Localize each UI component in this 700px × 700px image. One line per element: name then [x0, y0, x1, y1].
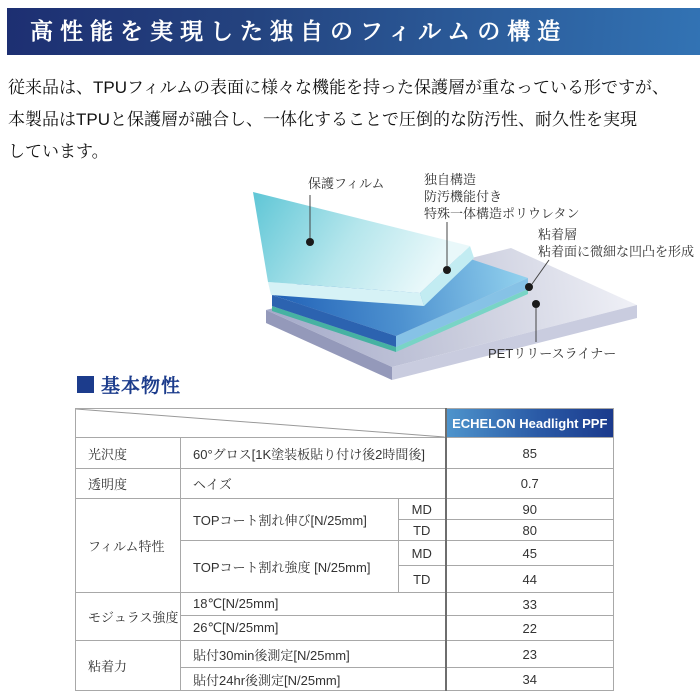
- marker-dot-adhesive: [525, 283, 533, 291]
- row-value: 90: [446, 499, 614, 520]
- label-pet-liner: PETリリースライナー: [488, 346, 617, 361]
- row-direction: MD: [399, 499, 446, 520]
- label-adhesive-line: 粘着面に微細な凹凸を形成: [538, 244, 695, 259]
- row-value: 80: [446, 520, 614, 541]
- row-test: 貼付24hr後測定[N/25mm]: [181, 668, 446, 691]
- label-unique-structure: [424, 171, 579, 222]
- row-test: TOPコート割れ伸び[N/25mm]: [181, 499, 399, 541]
- label-protective-film: 保護フィルム: [308, 176, 385, 191]
- row-test: TOPコート割れ強度 [N/25mm]: [181, 541, 399, 593]
- diagonal-header-cell: [76, 409, 446, 438]
- square-bullet-icon: [77, 376, 94, 393]
- header-banner: [7, 8, 700, 55]
- page-title: 高性能を実現した独自のフィルムの構造: [30, 18, 568, 45]
- marker-dot-unique-structure: [443, 266, 451, 274]
- intro-line: 本製品はTPUと保護層が融合し、一体化することで圧倒的な防汚性、耐久性を実現: [8, 110, 637, 129]
- row-value: 23: [446, 641, 614, 668]
- section-title: 基本物性: [101, 376, 182, 397]
- row-value: 44: [446, 566, 614, 593]
- row-test: 18℃[N/25mm]: [181, 593, 446, 616]
- table-header-row: [76, 409, 614, 438]
- row-value: 0.7: [446, 469, 614, 499]
- table-row: [76, 593, 614, 616]
- row-value: 45: [446, 541, 614, 566]
- row-direction: TD: [399, 520, 446, 541]
- intro-line: 従来品は、TPUフィルムの表面に様々な機能を持った保護層が重なっている形ですが、: [8, 78, 669, 97]
- row-test: 26℃[N/25mm]: [181, 616, 446, 641]
- table-row: [76, 641, 614, 668]
- row-test: 60°グロス[1K塗装板貼り付け後2時間後]: [181, 438, 446, 469]
- label-adhesive-line: 粘着層: [538, 227, 578, 242]
- intro-line: しています。: [8, 142, 109, 161]
- row-direction: MD: [399, 541, 446, 566]
- marker-dot-pet-liner: [532, 300, 540, 308]
- table-row: [76, 469, 614, 499]
- label-unique-structure-line: 防汚機能付き: [424, 189, 503, 204]
- table-row: [76, 499, 614, 520]
- row-category: モジュラス強度: [76, 593, 181, 641]
- label-unique-structure-line: 特殊一体構造ポリウレタン: [424, 206, 580, 221]
- diagonal-line: [76, 409, 445, 437]
- row-value: 22: [446, 616, 614, 641]
- row-value: 33: [446, 593, 614, 616]
- row-category: フィルム特性: [76, 499, 181, 593]
- marker-dot-protective-film: [306, 238, 314, 246]
- table-row: [76, 438, 614, 469]
- row-test: 貼付30min後測定[N/25mm]: [181, 641, 446, 668]
- section-heading: [77, 371, 181, 398]
- row-direction: TD: [399, 566, 446, 593]
- row-category: 粘着力: [76, 641, 181, 691]
- film-structure-diagram: [0, 165, 700, 380]
- row-category: 透明度: [76, 469, 181, 499]
- label-unique-structure-line: 独自構造: [424, 172, 477, 187]
- spec-table: [75, 408, 614, 691]
- intro-paragraph: [8, 72, 696, 168]
- row-value: 34: [446, 668, 614, 691]
- label-adhesive: [538, 226, 694, 260]
- product-column-header: ECHELON Headlight PPF: [446, 409, 614, 438]
- row-test: ヘイズ: [181, 469, 446, 499]
- row-category: 光沢度: [76, 438, 181, 469]
- row-value: 85: [446, 438, 614, 469]
